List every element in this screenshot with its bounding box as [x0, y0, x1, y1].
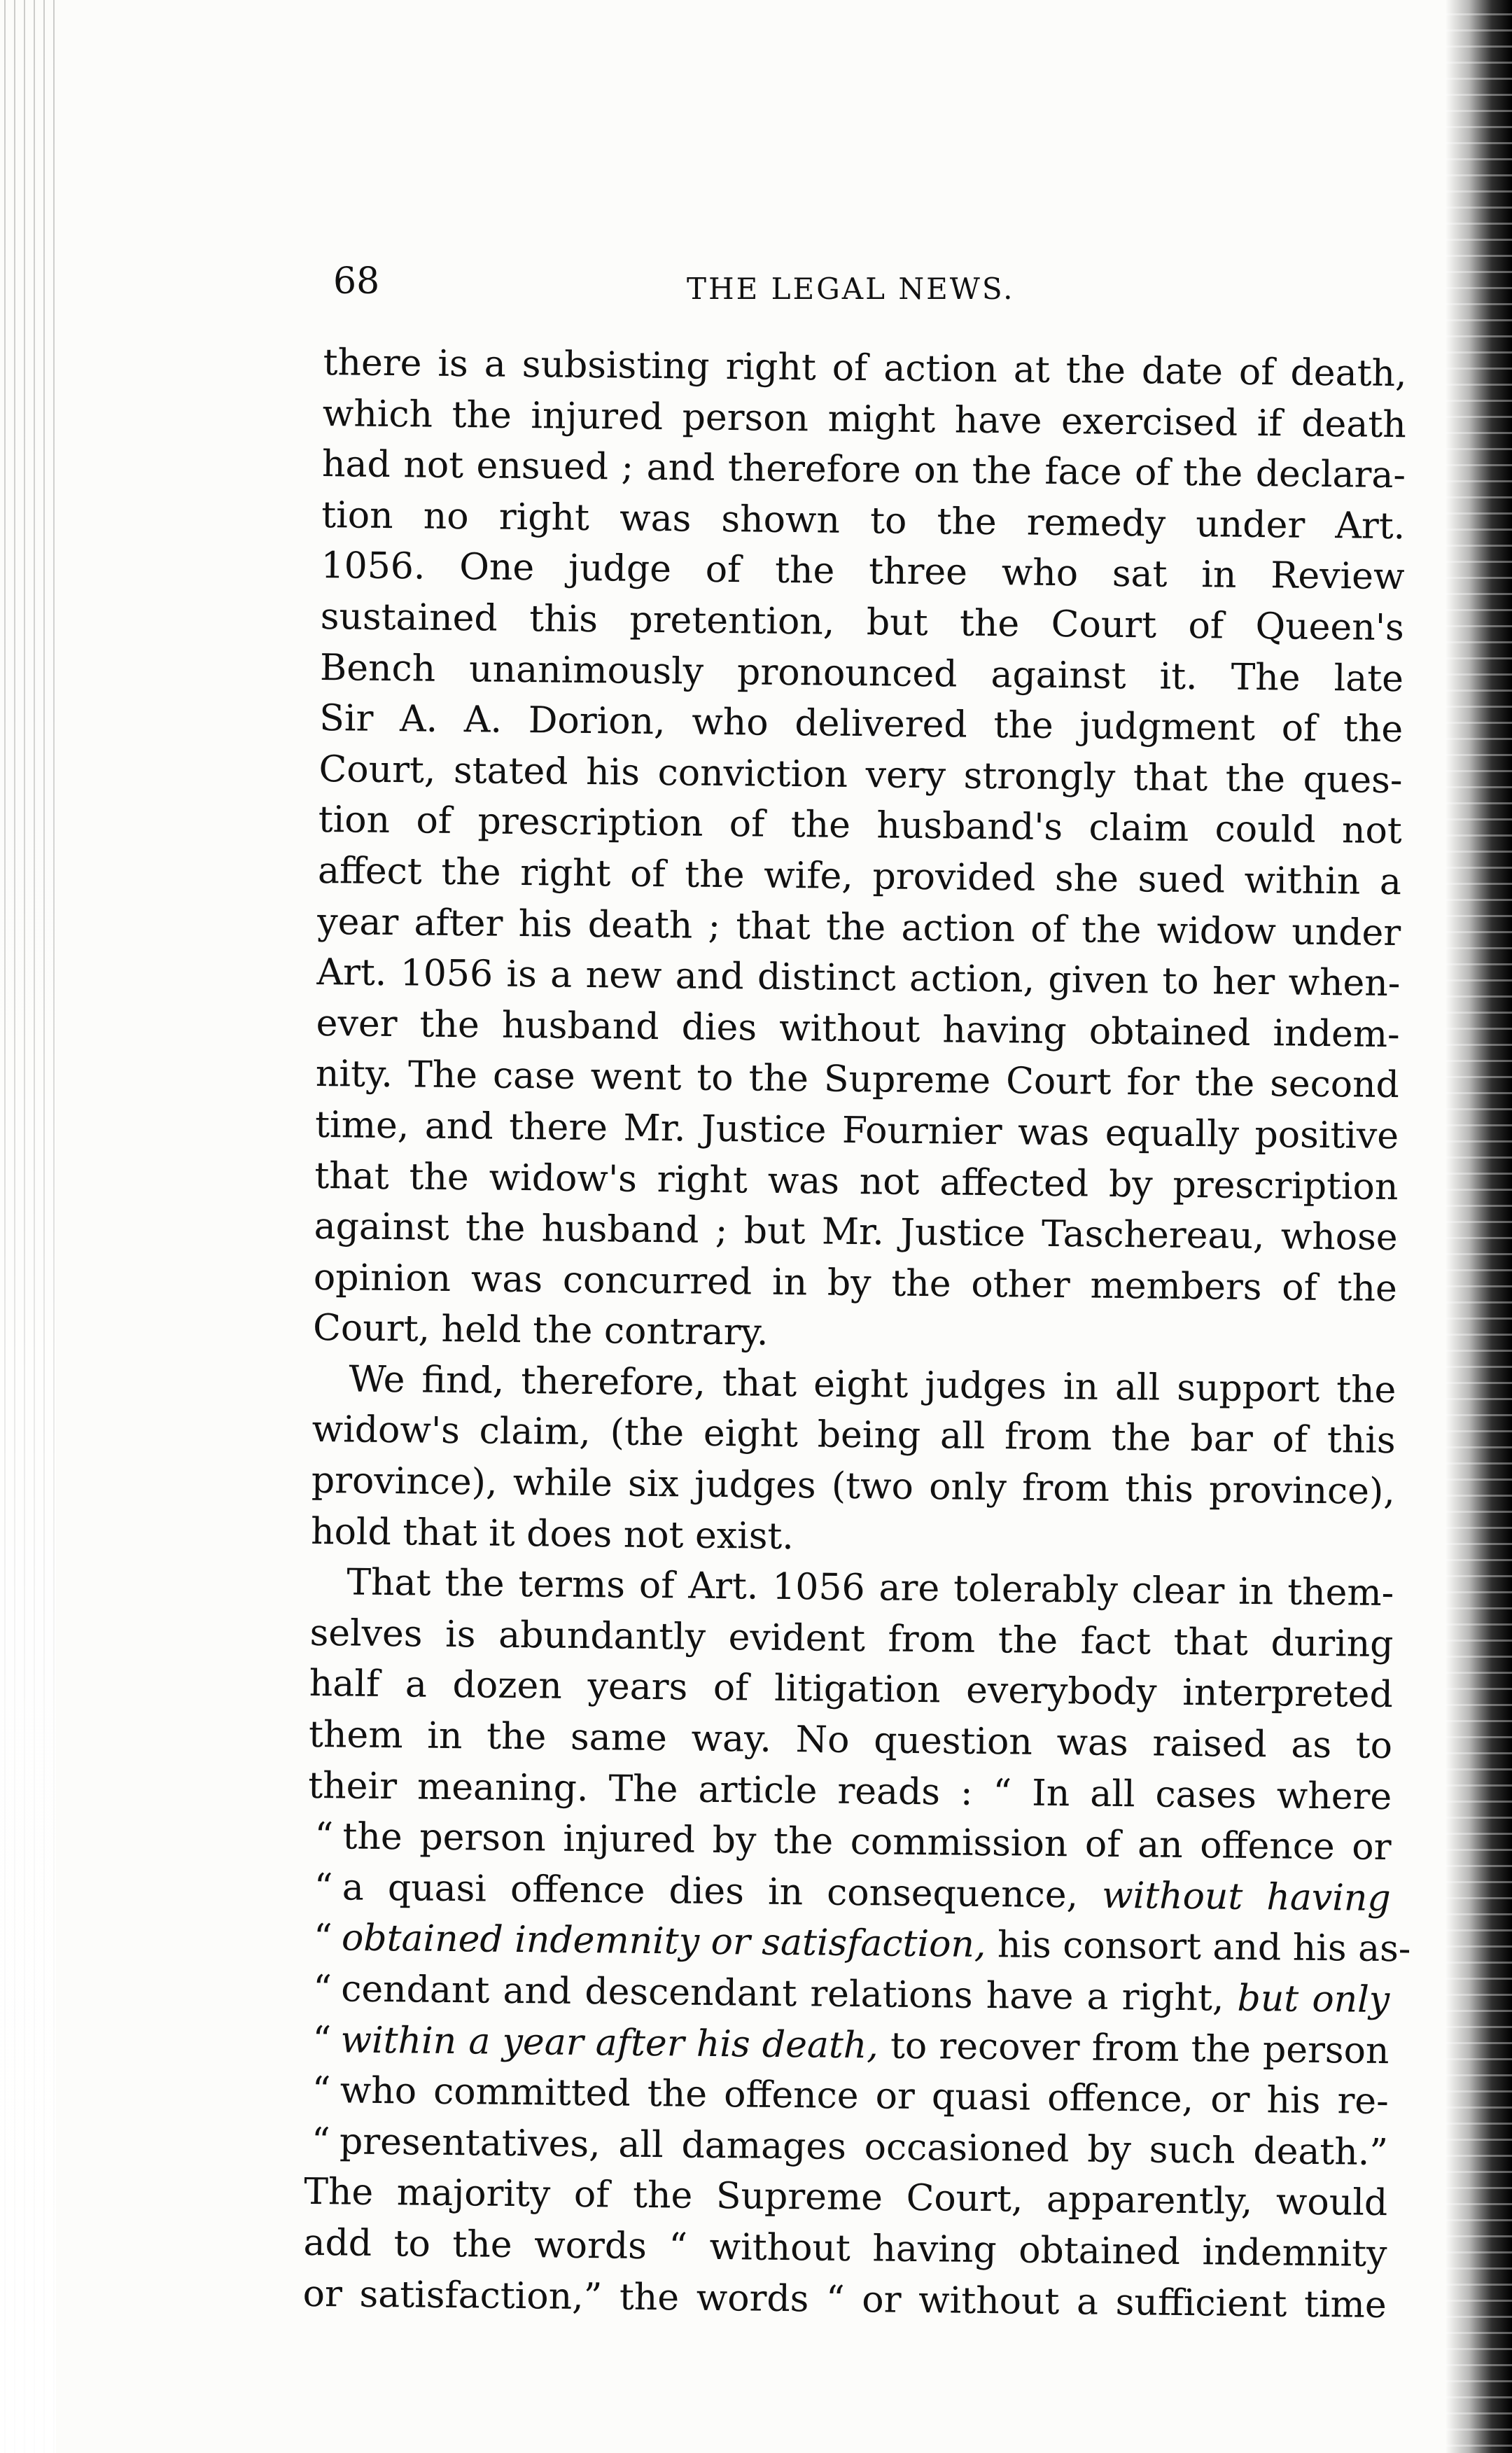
italic-quoted-text: obtained indemnity or satisfaction, [341, 1917, 986, 1966]
text-line: half a dozen years of litigation everybody interpreted [309, 1663, 1394, 1717]
text-line: year after his death ; that the action of the widow under [316, 900, 1401, 954]
text-line: That the terms of Art. 1056 are tolerably clear in them- [346, 1561, 1394, 1615]
text-line: which the injured person might have exercised if death [322, 392, 1407, 446]
quote-mark: “ [313, 1917, 332, 1959]
text-line: Bench unanimously pronounced against it. The late [319, 646, 1404, 700]
text-line: ever the husband dies without having obtained indem- [316, 1002, 1400, 1056]
italic-quoted-text: within a year after his death, [340, 2018, 879, 2067]
text-line: nity. The case went to the Supreme Court for the second [315, 1053, 1400, 1107]
text-line: tion no right was shown to the remedy under Art. [321, 494, 1406, 547]
quoted-text: who committed the offence or quasi offence, or his re- [340, 2069, 1390, 2123]
text-line: or satisfaction,” the words “ or without a sufficient time [302, 2272, 1387, 2326]
text-line: that the widow's right was not affected by prescription [314, 1154, 1399, 1208]
text-line: Court, held the contrary. [312, 1307, 769, 1355]
text-line: Art. 1056 is a new and distinct action, given to her when- [316, 951, 1401, 1005]
text-line: against the husband ; but Mr. Justice Taschereau, whose [314, 1205, 1398, 1259]
quote-mark: “ [311, 2120, 330, 2163]
quote-mark: “ [312, 2018, 332, 2061]
quoted-text: cendant and descendant relations have a right, [340, 1968, 1224, 2020]
text-line: tion of prescription of the husband's claim could not [318, 799, 1403, 853]
left-page-edge-fade [0, 0, 56, 2453]
quote-mark: “ [314, 1866, 333, 1909]
text-line: time, and there Mr. Justice Fournier was equally positive [314, 1103, 1399, 1158]
text-line: them in the same way. No question was raised as to [308, 1713, 1393, 1768]
text-line: province), while six judges (two only from this province), [311, 1459, 1396, 1514]
quoted-text: the person injured by the commission of an offence or [342, 1815, 1392, 1869]
text-line: add to the words “ without having obtained indemnity [303, 2221, 1387, 2276]
quoted-text: presentatives, all damages occasioned by such death.” [339, 2120, 1389, 2174]
text-line: selves is abundantly evident from the fact that during [309, 1612, 1394, 1665]
page-header [333, 260, 1404, 316]
page-number: 68 [333, 260, 380, 302]
text-line: widow's claim, (the eight being all from the bar of this [312, 1409, 1396, 1462]
text-line: We find, therefore, that eight judges in all support the [349, 1358, 1396, 1412]
quoted-text: to recover from the person [890, 2025, 1390, 2072]
text-line: sustained this pretention, but the Court of Queen's [320, 595, 1405, 650]
text-line: 1056. One judge of the three who sat in Review [321, 545, 1405, 599]
italic-quoted-text: but only [1237, 1977, 1390, 2022]
quoted-text: a quasi offence dies in consequence, [342, 1866, 1079, 1917]
body-text [302, 337, 1411, 2330]
text-line: Court, stated his conviction very strongly that the ques- [318, 748, 1403, 802]
text-line: The majority of the Supreme Court, apparently, would [303, 2171, 1388, 2225]
text-line: opinion was concurred in by the other members of the [313, 1256, 1398, 1310]
text-line: their meaning. The article reads : “ In all cases where [308, 1764, 1392, 1818]
running-title: THE LEGAL NEWS. [687, 272, 1015, 306]
text-line: there is a subsisting right of action at the date of death, [323, 341, 1407, 396]
quote-mark: “ [312, 1967, 332, 2011]
text-line: hold that it does not exist. [310, 1510, 794, 1558]
right-page-edge-texture [1446, 0, 1512, 2453]
text-line: Sir A. A. Dorion, who delivered the judgment of the [318, 697, 1404, 751]
quote-mark: “ [314, 1815, 334, 1858]
quoted-text: his consort and his as- [997, 1924, 1411, 1971]
text-line: had not ensued ; and therefore on the face of the declara- [321, 443, 1406, 497]
text-line: affect the right of the wife, provided she sued within a [317, 849, 1402, 904]
italic-quoted-text: without having [1101, 1874, 1392, 1920]
quote-mark: “ [312, 2069, 331, 2112]
